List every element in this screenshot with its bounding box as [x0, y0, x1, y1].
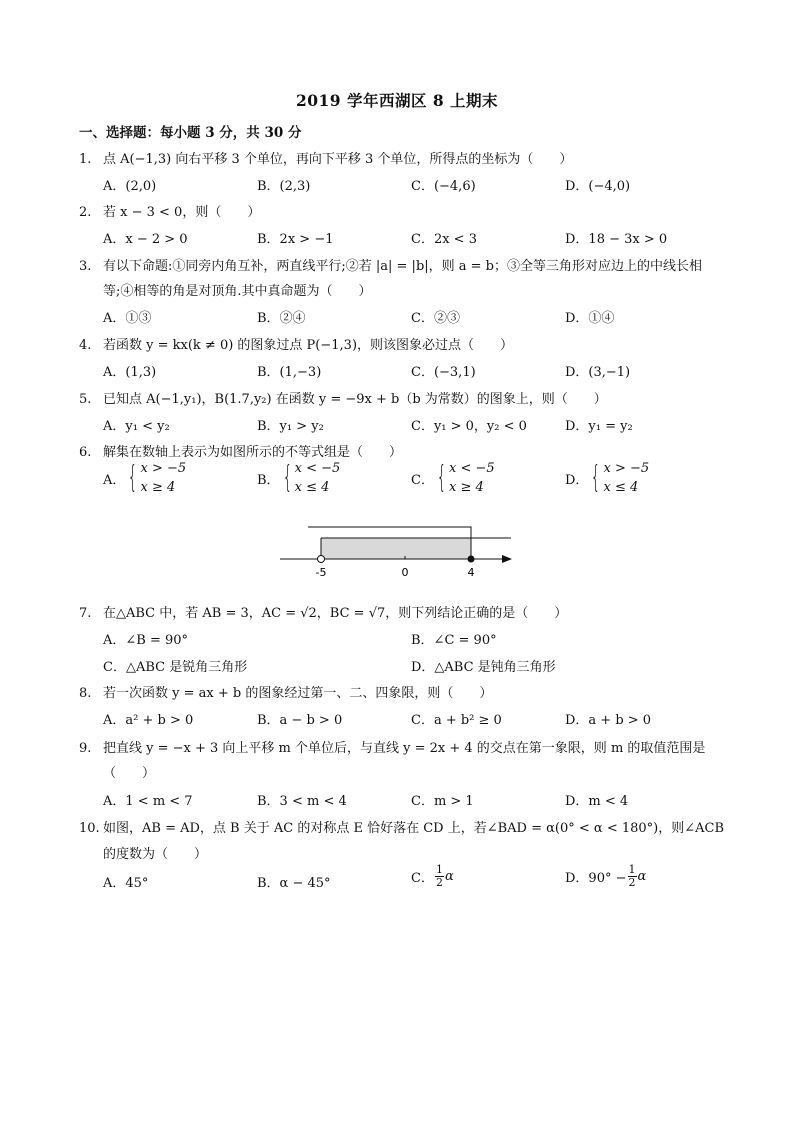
open-dot: [318, 556, 325, 563]
question-text: 如图，AB = AD，点 B 关于 AC 的对称点 E 恰好落在 CD 上，若∠BAD = α(0° < α < 180°)，则∠ACB: [103, 821, 725, 836]
option-label: D．90° −: [565, 871, 627, 886]
solution-region: [321, 538, 471, 559]
option-c: C．2x < 3: [411, 232, 477, 247]
inequality-1: x > −5: [140, 461, 187, 476]
option-a: A．1 < m < 7: [103, 794, 193, 809]
option-a: A．y₁ < y₂: [103, 419, 170, 434]
option-label: A．: [103, 472, 126, 488]
option-label: C．: [411, 871, 434, 886]
inequality-system: [449, 459, 495, 497]
question-text: 点 A(−1,3) 向右平移 3 个单位，再向下平移 3 个单位，所得点的坐标为（ ）: [103, 152, 573, 167]
closed-dot: [468, 556, 475, 563]
question-number: 4.: [79, 338, 92, 353]
option-c: C．y₁ > 0，y₂ < 0: [411, 419, 527, 434]
tick-label-minus5: -5: [315, 566, 327, 579]
question-text: 已知点 A(−1,y₁)，B(1.7,y₂) 在函数 y = −9x + b（b 为常数）的图象上，则（ ）: [103, 392, 607, 407]
question-number: 1.: [79, 152, 92, 167]
denominator: 2: [628, 876, 636, 889]
question-text-continued: 等;④相等的角是对顶角.其中真命题为（ ）: [103, 284, 372, 299]
option-a: A．(1,3): [103, 365, 157, 380]
option-a: A．a² + b > 0: [103, 713, 194, 728]
axis-arrow-icon: [502, 555, 512, 563]
question-text: 把直线 y = −x + 3 向上平移 m 个单位后，与直线 y = 2x + 4 的交点在第一象限，则 m 的取值范围是: [103, 741, 706, 756]
option-c: [411, 864, 454, 889]
inequality-2: x ≥ 4: [449, 480, 484, 495]
option-c: C．m > 1: [411, 794, 474, 809]
question-text: 有以下命题:①同旁内角互补，两直线平行;②若 |a| = |b|，则 a = b；③全等三角形对应边上的中线长相: [103, 259, 703, 274]
option-a: A．(2,0): [103, 179, 157, 194]
option-a: [103, 459, 186, 497]
option-b: B．3 < m < 4: [257, 794, 347, 809]
question-number: 5.: [79, 392, 92, 407]
question-number: 9.: [79, 741, 92, 756]
numerator: 1: [435, 863, 443, 876]
question-text-continued: （ ）: [103, 766, 156, 781]
option-c: [411, 459, 495, 497]
option-d: [565, 864, 646, 889]
question-5: [79, 388, 607, 407]
inequality-1: x < −5: [294, 461, 341, 476]
option-b: B．∠C = 90°: [411, 633, 497, 648]
numerator: 1: [628, 863, 636, 876]
option-c: C．②③: [411, 311, 460, 326]
question-text: 若 x − 3 < 0，则（ ）: [103, 205, 261, 220]
fraction-half: [628, 864, 637, 889]
option-b: B．α − 45°: [257, 876, 331, 891]
alpha-symbol: α: [637, 869, 647, 884]
brace-icon: {: [282, 460, 292, 495]
option-a: A．①③: [103, 311, 152, 326]
inequality-1: x < −5: [449, 461, 495, 476]
question-4: [79, 334, 513, 353]
option-d: D．(3,−1): [565, 365, 631, 380]
option-b: B．y₁ > y₂: [257, 419, 324, 434]
option-c: C．(−3,1): [411, 365, 476, 380]
inequality-2: x ≤ 4: [294, 480, 330, 495]
option-d: [565, 459, 649, 497]
option-d: D．18 − 3x > 0: [565, 232, 668, 247]
option-d: D．m < 4: [565, 794, 629, 809]
option-b: B．a − b > 0: [257, 713, 343, 728]
fraction-half: [435, 864, 444, 889]
question-10: [79, 817, 724, 836]
option-a: A．45°: [103, 876, 149, 891]
brace-icon: {: [591, 460, 601, 495]
option-a: A．∠B = 90°: [103, 633, 189, 648]
question-text-continued: 的度数为（ ）: [103, 847, 208, 862]
option-c: C．a + b² ≥ 0: [411, 713, 502, 728]
question-7: [79, 602, 567, 621]
question-text: 解集在数轴上表示为如图所示的不等式组是（ ）: [103, 445, 403, 460]
question-number: 10.: [79, 821, 100, 836]
question-text: 若函数 y = kx(k ≠ 0) 的图象过点 P(−1,3)，则该图象必过点（ ）: [103, 338, 514, 353]
question-text: 若一次函数 y = ax + b 的图象经过第一、二、四象限，则（ ）: [103, 686, 493, 701]
option-b: B．(2,3): [257, 179, 311, 194]
question-text: 在△ABC 中，若 AB = 3，AC = √2，BC = √7，则下列结论正确的是（ ）: [103, 606, 568, 621]
tick-label-4: 4: [467, 566, 475, 579]
option-label: B．: [257, 472, 280, 488]
question-9: [79, 737, 705, 756]
option-b: B．2x > −1: [257, 232, 334, 247]
question-3: [79, 255, 702, 274]
inequality-system: [604, 459, 650, 497]
question-6: [79, 441, 402, 460]
option-d: D．△ABC 是钝角三角形: [411, 660, 556, 675]
inequality-1: x > −5: [603, 461, 650, 476]
option-d: D．①④: [565, 311, 615, 326]
question-8: [79, 682, 492, 701]
option-label: D．: [565, 472, 589, 488]
inequality-2: x ≤ 4: [603, 480, 639, 495]
option-b: [257, 459, 340, 497]
option-d: D．(−4,0): [565, 179, 631, 194]
inequality-system: [295, 459, 341, 497]
option-d: D．y₁ = y₂: [565, 419, 633, 434]
inequality-2: x ≥ 4: [140, 480, 176, 495]
section-heading: 一、选择题：每小题 3 分，共 30 分: [79, 125, 302, 141]
question-number: 3.: [79, 259, 92, 274]
question-number: 6.: [79, 445, 92, 460]
brace-icon: {: [436, 460, 447, 495]
option-c: C．△ABC 是锐角三角形: [103, 660, 248, 675]
option-label: C．: [411, 472, 434, 488]
denominator: 2: [435, 876, 443, 889]
number-line-figure: [280, 520, 520, 582]
question-number: 7.: [79, 606, 92, 621]
page-title: 2019 学年西湖区 8 上期末: [295, 91, 499, 110]
option-b: B．②④: [257, 311, 306, 326]
inequality-system: [140, 459, 186, 497]
option-a: A．x − 2 > 0: [103, 232, 188, 247]
question-1: [79, 148, 572, 167]
option-b: B．(1,−3): [257, 365, 322, 380]
option-d: D．a + b > 0: [565, 713, 652, 728]
tick-label-zero: 0: [401, 566, 409, 579]
brace-icon: {: [128, 460, 138, 495]
question-number: 2.: [79, 205, 92, 220]
question-number: 8.: [79, 686, 92, 701]
option-c: C．(−4,6): [411, 179, 476, 194]
alpha-symbol: α: [444, 869, 454, 884]
question-2: [79, 201, 260, 220]
